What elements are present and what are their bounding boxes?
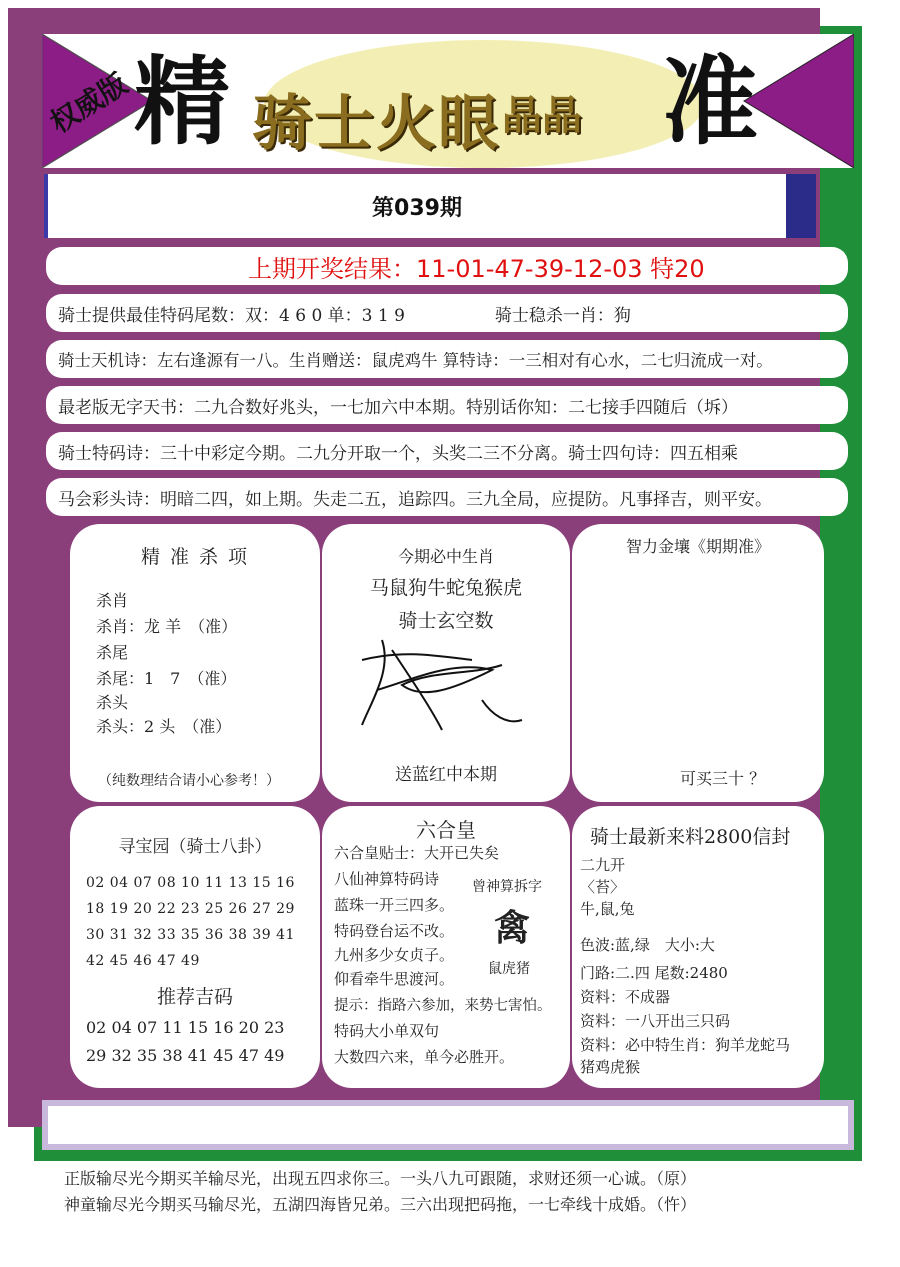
grid-row: 42 45 46 47 49: [86, 953, 200, 969]
heaven-book-text: 最老版无字天书：二九合数好兆头，一七加六中本期。特别话你知：二七接手四随后（坼）: [58, 397, 738, 418]
liuhe-line: 八仙神算特码诗: [334, 870, 440, 888]
bottom-bar: [42, 1100, 854, 1150]
result-text: 上期开奖结果：11-01-47-39-12-03 特20: [248, 254, 705, 283]
poem-text: 骑士天机诗：左右逢源有一八。生肖赠送：鼠虎鸡牛 算特诗：一三相对有心水，二七归流成一对。: [58, 351, 773, 370]
recommend-row: 29 32 35 38 41 45 47 49: [86, 1046, 285, 1065]
latest-title: 骑士最新来料2800信封: [590, 826, 791, 848]
signature-scribble: [322, 630, 570, 740]
side-title: 曾神算拆字: [472, 879, 542, 895]
bottom-bar-blank: [48, 1106, 848, 1144]
treasure-panel: [70, 806, 320, 1088]
liuhe-line: 九州多少女贞子。: [334, 946, 455, 964]
tail-numbers: 骑士提供最佳特码尾数：双：4 6 0 单：3 1 9: [58, 305, 405, 326]
zodiac-line: 骑士玄空数: [398, 610, 494, 632]
main-title: 骑士火眼: [252, 89, 500, 159]
result-row: [46, 247, 848, 285]
footer-line: 正版输尽光今期买羊输尽光，出现五四求你三。一头八九可跟随，求财还须一心诚。（原）: [64, 1169, 697, 1188]
kill-panel: [70, 524, 320, 802]
side-bottom: 鼠虎猪: [488, 961, 530, 977]
zodiac-bottom: 送蓝红中本期: [395, 765, 497, 785]
wisdom-panel: [572, 524, 824, 802]
latest-line: 牛,鼠,兔: [580, 900, 635, 918]
poem-row: [46, 340, 848, 378]
side-char: 禽: [494, 907, 531, 949]
latest-line: 资料：不成器: [580, 988, 671, 1006]
liuhe-line: 蓝珠一开三四多。: [334, 896, 455, 914]
issue-number: 第039期: [44, 174, 816, 238]
kill-line: 杀肖: [96, 591, 129, 610]
sub-title: 晶晶: [502, 92, 582, 139]
horse-poem-row: [46, 478, 848, 516]
latest-line: 猪鸡虎猴: [580, 1058, 641, 1076]
recommend-row: 02 04 07 11 15 16 20 23: [86, 1018, 285, 1037]
liuhe-line: 大数四六来，单今必胜开。: [334, 1048, 515, 1066]
kill-note: （纯数理结合请小心参考！）: [98, 773, 280, 789]
latest-line: 资料：必中特生肖：狗羊龙蛇马: [580, 1036, 791, 1054]
footer-line: 神童输尽光今期买马输尽光，五湖四海皆兄弟。三六出现把码拖，一七牵线十成婚。（忤）: [64, 1195, 697, 1214]
kill-line: 杀尾: [96, 643, 129, 662]
kill-line: 杀头: [96, 693, 129, 712]
kill-one-zodiac: 骑士稳杀一肖：狗: [494, 305, 631, 326]
tail-row: [46, 294, 848, 332]
recommend-grid: [86, 1014, 284, 1070]
liuhe-panel: [322, 806, 570, 1088]
kill-line: 杀肖：龙 羊 （准）: [96, 617, 238, 636]
latest-line: 资料：一八开出三只码: [580, 1012, 731, 1030]
liuhe-line: 六合皇贴士：大开已失矣: [334, 844, 500, 862]
kill-panel-title: 精 准 杀 项: [140, 546, 250, 568]
liuhe-line: 仰看牵牛思渡河。: [334, 970, 455, 988]
treasure-grid: [86, 870, 295, 974]
kill-line: 杀头：2 头 （准）: [96, 717, 232, 736]
horse-poem-text: 马会彩头诗：明暗二四，如上期。失走二五，追踪四。三九全局，应提防。凡事择吉，则平安。: [58, 489, 772, 510]
right-title-char: 准: [662, 45, 758, 158]
grid-row: 30 31 32 33 35 36 38 39 41: [86, 927, 295, 943]
special-poem-text: 骑士特码诗：三十中彩定今期。二九分开取一个，头奖二三不分离。骑士四句诗：四五相乘: [58, 443, 738, 464]
grid-row: 18 19 20 22 23 25 26 27 29: [86, 901, 295, 917]
kill-line: 杀尾：1 7 （准）: [96, 669, 237, 688]
grid-row: 02 04 07 08 10 11 13 15 16: [86, 875, 295, 891]
treasure-title: 寻宝园（骑士八卦）: [118, 837, 272, 857]
zodiac-line: 今期必中生肖: [397, 547, 494, 566]
left-title-char: 精: [134, 45, 230, 158]
recommend-title: 推荐吉码: [156, 986, 233, 1008]
liuhe-line: 提示：指路六参加，来势七害怕。: [334, 998, 552, 1014]
latest-panel: [572, 806, 824, 1088]
edition-label: 权威版: [44, 67, 134, 140]
latest-line: 色波:蓝,绿 大小:大: [580, 936, 715, 954]
zodiac-panel: [322, 524, 570, 802]
wisdom-title: 智力金壤《期期准》: [625, 537, 770, 556]
latest-line: 〈苔〉: [580, 878, 626, 896]
latest-line: 门路:二.四 尾数:2480: [580, 964, 728, 982]
wisdom-bottom: 可买三十 ？: [680, 769, 766, 788]
liuhe-title: 六合皇: [416, 818, 476, 842]
special-poem-row: [46, 432, 848, 470]
zodiac-list: 马鼠狗牛蛇兔猴虎: [369, 577, 522, 599]
liuhe-line: 特码登台运不改。: [334, 922, 455, 940]
heaven-book-row: [46, 386, 848, 424]
latest-line: 二九开: [580, 856, 626, 874]
header-banner: [42, 34, 854, 168]
liuhe-line: 特码大小单双句: [334, 1022, 440, 1040]
